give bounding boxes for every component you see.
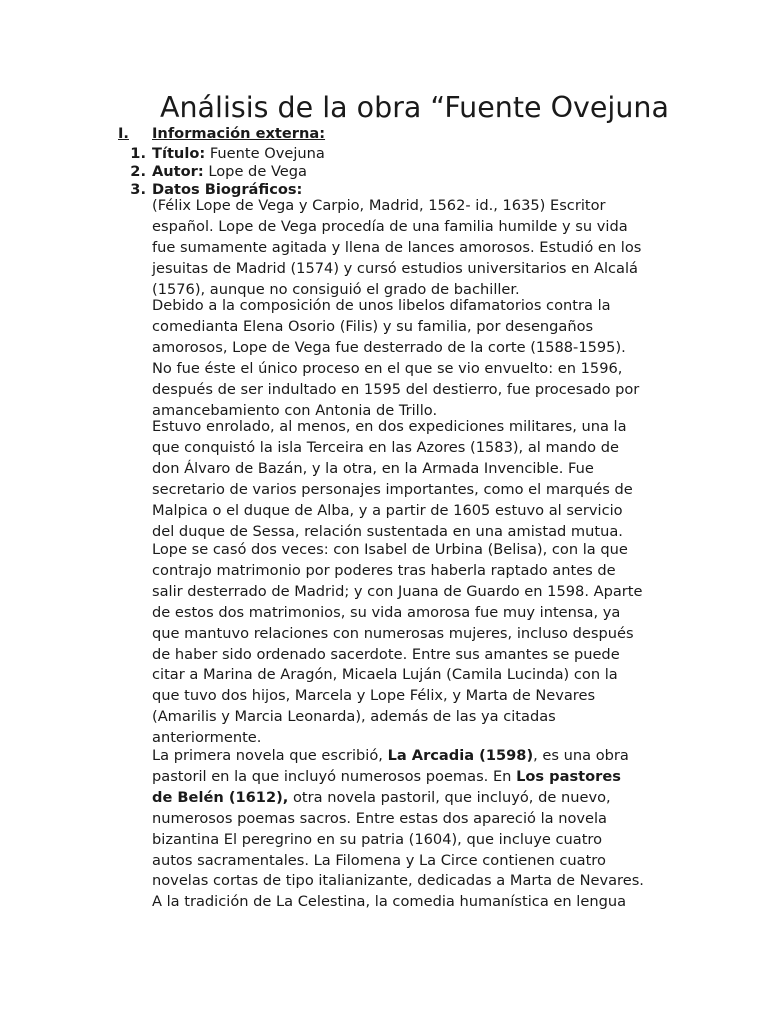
text-line: salir desterrado de Madrid; y con Juana de Guardo en 1598. Aparte xyxy=(152,582,643,600)
text-line: Debido a la composición de unos libelos difamatorios contra la xyxy=(152,297,611,314)
text-line: numerosos poemas sacros. Entre estas dos apareció la novela xyxy=(152,809,607,827)
text-line: secretario de varios personajes importantes, como el marqués de xyxy=(152,480,633,498)
work-title-de-belen: de Belén (1612), xyxy=(152,788,289,806)
paragraph-novelas xyxy=(152,746,672,913)
text-line: (Félix Lope de Vega y Carpio, Madrid, 1562- id., 1635) Escritor xyxy=(152,197,606,214)
text-line: bizantina El peregrino en su patria (1604), que incluye cuatro xyxy=(152,830,603,848)
item-value: Fuente Ovejuna xyxy=(205,145,325,162)
text-line xyxy=(152,767,672,788)
text-line: del duque de Sessa, relación sustentada en una amistad mutua. xyxy=(152,522,623,540)
item-label: Datos Biográficos: xyxy=(152,181,303,198)
text-line: Estuvo enrolado, al menos, en dos expediciones militares, una la xyxy=(152,418,627,435)
text-line: novelas cortas de tipo italianizante, dedicadas a Marta de Nevares. xyxy=(152,872,644,890)
text-line: español. Lope de Vega procedía de una familia humilde y su vida xyxy=(152,217,628,235)
work-title-la-arcadia: La Arcadia (1598) xyxy=(387,747,534,764)
text-line: de estos dos matrimonios, su vida amorosa fue muy intensa, ya xyxy=(152,603,621,621)
text-line: don Álvaro de Bazán, y la otra, en la Armada Invencible. Fue xyxy=(152,459,594,477)
text-line: de haber sido ordenado sacerdote. Entre sus amantes se puede xyxy=(152,645,620,663)
work-title-los-pastores: Los pastores xyxy=(516,767,621,785)
text-line: autos sacramentales. La Filomena y La Circe contienen cuatro xyxy=(152,851,606,869)
text-line: A la tradición de La Celestina, la comedia humanística en lengua xyxy=(152,893,627,911)
text-line: comedianta Elena Osorio (Filis) y su familia, por desengaños xyxy=(152,317,594,335)
text-line: amorosos, Lope de Vega fue desterrado de la corte (1588-1595). xyxy=(152,338,626,356)
text-run: otra novela pastoril, que incluyó, de nuevo, xyxy=(288,788,611,806)
item-number: 1. xyxy=(130,145,146,162)
section-number: I. xyxy=(118,125,129,142)
text-line: anteriormente. xyxy=(152,729,262,747)
item-label: Título: xyxy=(152,145,206,162)
section-heading: Información externa: xyxy=(152,125,326,142)
item-label: Autor: xyxy=(152,163,204,180)
text-line: (Amarilis y Marcia Leonarda), además de las ya citadas xyxy=(152,708,556,726)
text-line: fue sumamente agitada y llena de lances amorosos. Estudió en los xyxy=(152,238,642,256)
item-value: Lope de Vega xyxy=(208,163,307,180)
text-run: pastoril en la que incluyó numerosos poemas. En xyxy=(152,767,517,785)
item-number: 3. xyxy=(130,181,146,198)
list-item-titulo xyxy=(152,144,325,164)
text-line: No fue éste el único proceso en el que se vio envuelto: en 1596, xyxy=(152,359,623,377)
text-line: que tuvo dos hijos, Marcela y Lope Félix, y Marta de Nevares xyxy=(152,687,596,705)
list-item-autor xyxy=(152,162,307,182)
text-line: después de ser indultado en 1595 del destierro, fue procesado por xyxy=(152,380,640,398)
document-title: Análisis de la obra “Fuente Ovejuna xyxy=(160,91,669,124)
text-run: , es una obra xyxy=(533,747,629,764)
text-line: contrajo matrimonio por poderes tras haberla raptado antes de xyxy=(152,561,616,579)
text-line xyxy=(152,788,672,809)
text-line: amancebamiento con Antonia de Trillo. xyxy=(152,401,438,419)
text-line: (1576), aunque no consiguió el grado de bachiller. xyxy=(152,280,520,298)
text-line: Malpica o el duque de Alba, y a partir de 1605 estuvo al servicio xyxy=(152,501,623,519)
text-line xyxy=(152,746,672,767)
text-run: La primera novela que escribió, xyxy=(152,747,388,764)
text-line: que conquistó la isla Terceira en las Azores (1583), al mando de xyxy=(152,438,619,456)
paragraph-matrimonios xyxy=(152,540,672,749)
paragraph-biografia xyxy=(152,196,672,301)
text-line: que mantuvo relaciones con numerosas mujeres, incluso después xyxy=(152,624,634,642)
text-line: jesuitas de Madrid (1574) y cursó estudios universitarios en Alcalá xyxy=(152,259,638,277)
paragraph-militar xyxy=(152,417,672,542)
item-number: 2. xyxy=(130,163,146,180)
paragraph-destierro xyxy=(152,296,672,421)
text-line: Lope se casó dos veces: con Isabel de Urbina (Belisa), con la que xyxy=(152,541,628,558)
text-line: citar a Marina de Aragón, Micaela Luján (Camila Lucinda) con la xyxy=(152,666,618,684)
